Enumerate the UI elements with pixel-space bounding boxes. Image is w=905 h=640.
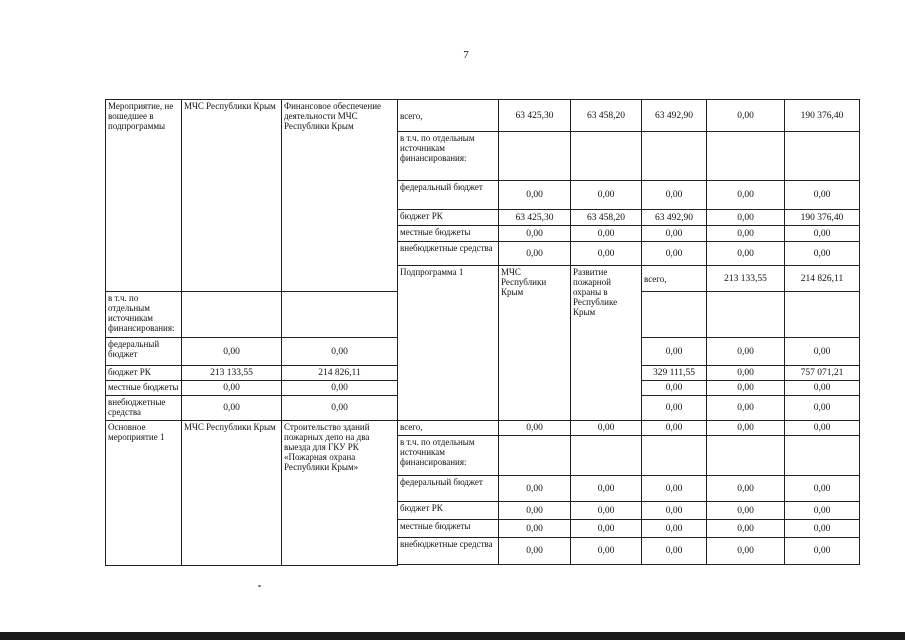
- table-row: [106, 100, 860, 132]
- spacer-cell: [398, 565, 860, 566]
- value-cell: 0,00: [642, 476, 707, 502]
- value-cell: 0,00: [282, 381, 398, 396]
- value-cell: 0,00: [785, 381, 860, 396]
- value-cell: 0,00: [499, 181, 571, 210]
- value-cell: 0,00: [499, 226, 571, 242]
- source-label: федеральный бюджет: [398, 476, 499, 502]
- value-cell: 0,00: [642, 338, 707, 366]
- value-cell: 0,00: [707, 538, 785, 565]
- value-cell: 63 458,20: [571, 210, 642, 226]
- value-cell: 0,00: [642, 520, 707, 538]
- value-cell: 213 133,55: [182, 366, 282, 381]
- value-cell: 0,00: [571, 476, 642, 502]
- empty-cell: [707, 292, 785, 338]
- value-cell: 0,00: [707, 100, 785, 132]
- source-label: всего,: [398, 421, 499, 436]
- value-cell: 63 425,30: [499, 100, 571, 132]
- value-cell: 214 826,11: [785, 266, 860, 292]
- value-cell: 63 492,90: [642, 100, 707, 132]
- page-number: 7: [463, 49, 469, 61]
- empty-cell: [571, 436, 642, 476]
- value-cell: 214 826,11: [282, 366, 398, 381]
- source-label: бюджет РК: [106, 366, 182, 381]
- value-cell: 329 111,55: [642, 366, 707, 381]
- value-cell: 0,00: [282, 338, 398, 366]
- value-cell: 0,00: [571, 421, 642, 436]
- value-cell: 0,00: [707, 226, 785, 242]
- source-label: внебюджетные средства: [106, 396, 182, 421]
- value-cell: 0,00: [642, 242, 707, 266]
- event-name-cell: Подпрограмма 1: [398, 266, 499, 421]
- value-cell: 63 458,20: [571, 100, 642, 132]
- source-label: местные бюджеты: [106, 381, 182, 396]
- value-cell: 0,00: [785, 502, 860, 520]
- empty-cell: [571, 132, 642, 181]
- value-cell: 0,00: [499, 242, 571, 266]
- value-cell: 0,00: [642, 381, 707, 396]
- source-label: внебюджетные средства: [398, 538, 499, 565]
- value-cell: 0,00: [707, 381, 785, 396]
- value-cell: 0,00: [182, 338, 282, 366]
- value-cell: 0,00: [642, 502, 707, 520]
- value-cell: 0,00: [785, 476, 860, 502]
- value-cell: 0,00: [499, 476, 571, 502]
- empty-cell: [499, 132, 571, 181]
- value-cell: 0,00: [642, 421, 707, 436]
- source-label: бюджет РК: [398, 502, 499, 520]
- value-cell: 0,00: [707, 242, 785, 266]
- source-label: местные бюджеты: [398, 520, 499, 538]
- value-cell: 0,00: [707, 396, 785, 421]
- scan-speck: [258, 585, 261, 587]
- executor-cell: МЧС Республики Крым: [499, 266, 571, 421]
- source-label: местные бюджеты: [398, 226, 499, 242]
- source-label: всего,: [398, 100, 499, 132]
- scan-edge-bar: [0, 632, 905, 640]
- value-cell: 0,00: [785, 396, 860, 421]
- value-cell: 0,00: [499, 421, 571, 436]
- value-cell: 0,00: [707, 338, 785, 366]
- value-cell: 0,00: [642, 181, 707, 210]
- value-cell: 0,00: [707, 476, 785, 502]
- description-cell: Развитие пожарной охраны в Республике Крым: [571, 266, 642, 421]
- value-cell: 190 376,40: [785, 100, 860, 132]
- table-row: [106, 421, 860, 436]
- value-cell: 190 376,40: [785, 210, 860, 226]
- empty-cell: [707, 132, 785, 181]
- empty-cell: [499, 436, 571, 476]
- value-cell: 0,00: [182, 396, 282, 421]
- value-cell: 63 425,30: [499, 210, 571, 226]
- value-cell: 0,00: [785, 181, 860, 210]
- empty-cell: [642, 132, 707, 181]
- empty-cell: [785, 132, 860, 181]
- value-cell: 0,00: [499, 538, 571, 565]
- empty-cell: [785, 436, 860, 476]
- value-cell: 0,00: [785, 421, 860, 436]
- value-cell: 0,00: [785, 538, 860, 565]
- source-label: в т.ч. по отдельным источникам финансирования:: [398, 436, 499, 476]
- executor-cell: МЧС Республики Крым: [182, 100, 282, 292]
- value-cell: 0,00: [707, 502, 785, 520]
- value-cell: 0,00: [571, 242, 642, 266]
- value-cell: 0,00: [499, 502, 571, 520]
- value-cell: 213 133,55: [707, 266, 785, 292]
- value-cell: 0,00: [707, 366, 785, 381]
- source-label: всего,: [642, 266, 707, 292]
- value-cell: 0,00: [571, 226, 642, 242]
- value-cell: 0,00: [707, 210, 785, 226]
- value-cell: 0,00: [182, 381, 282, 396]
- source-label: внебюджетные средства: [398, 242, 499, 266]
- financing-table: [105, 99, 860, 566]
- event-name-cell: Мероприятие, не вошедшее в подпрограммы: [106, 100, 182, 292]
- source-label: бюджет РК: [398, 210, 499, 226]
- value-cell: 0,00: [571, 502, 642, 520]
- value-cell: 0,00: [707, 421, 785, 436]
- value-cell: 0,00: [571, 520, 642, 538]
- source-label: федеральный бюджет: [398, 181, 499, 210]
- executor-cell: МЧС Республики Крым: [182, 421, 282, 566]
- value-cell: 0,00: [707, 520, 785, 538]
- empty-cell: [785, 292, 860, 338]
- source-label: в т.ч. по отдельным источникам финансирования:: [106, 292, 182, 338]
- value-cell: 0,00: [282, 396, 398, 421]
- empty-cell: [642, 436, 707, 476]
- description-cell: Финансовое обеспечение деятельности МЧС Республики Крым: [282, 100, 398, 292]
- value-cell: 0,00: [571, 538, 642, 565]
- source-label: в т.ч. по отдельным источникам финансирования:: [398, 132, 499, 181]
- value-cell: 0,00: [785, 338, 860, 366]
- value-cell: 0,00: [642, 538, 707, 565]
- empty-cell: [642, 292, 707, 338]
- empty-cell: [282, 292, 398, 338]
- empty-cell: [707, 436, 785, 476]
- event-name-cell: Основное мероприятие 1: [106, 421, 182, 566]
- value-cell: 0,00: [785, 520, 860, 538]
- description-cell: Строительство зданий пожарных депо на два выезда для ГКУ РК «Пожарная охрана Республики Крым»: [282, 421, 398, 566]
- value-cell: 0,00: [571, 181, 642, 210]
- empty-cell: [182, 292, 282, 338]
- value-cell: 63 492,90: [642, 210, 707, 226]
- value-cell: 0,00: [707, 181, 785, 210]
- value-cell: 0,00: [499, 520, 571, 538]
- source-label: федеральный бюджет: [106, 338, 182, 366]
- value-cell: 0,00: [642, 226, 707, 242]
- value-cell: 757 071,21: [785, 366, 860, 381]
- value-cell: 0,00: [642, 396, 707, 421]
- value-cell: 0,00: [785, 242, 860, 266]
- value-cell: 0,00: [785, 226, 860, 242]
